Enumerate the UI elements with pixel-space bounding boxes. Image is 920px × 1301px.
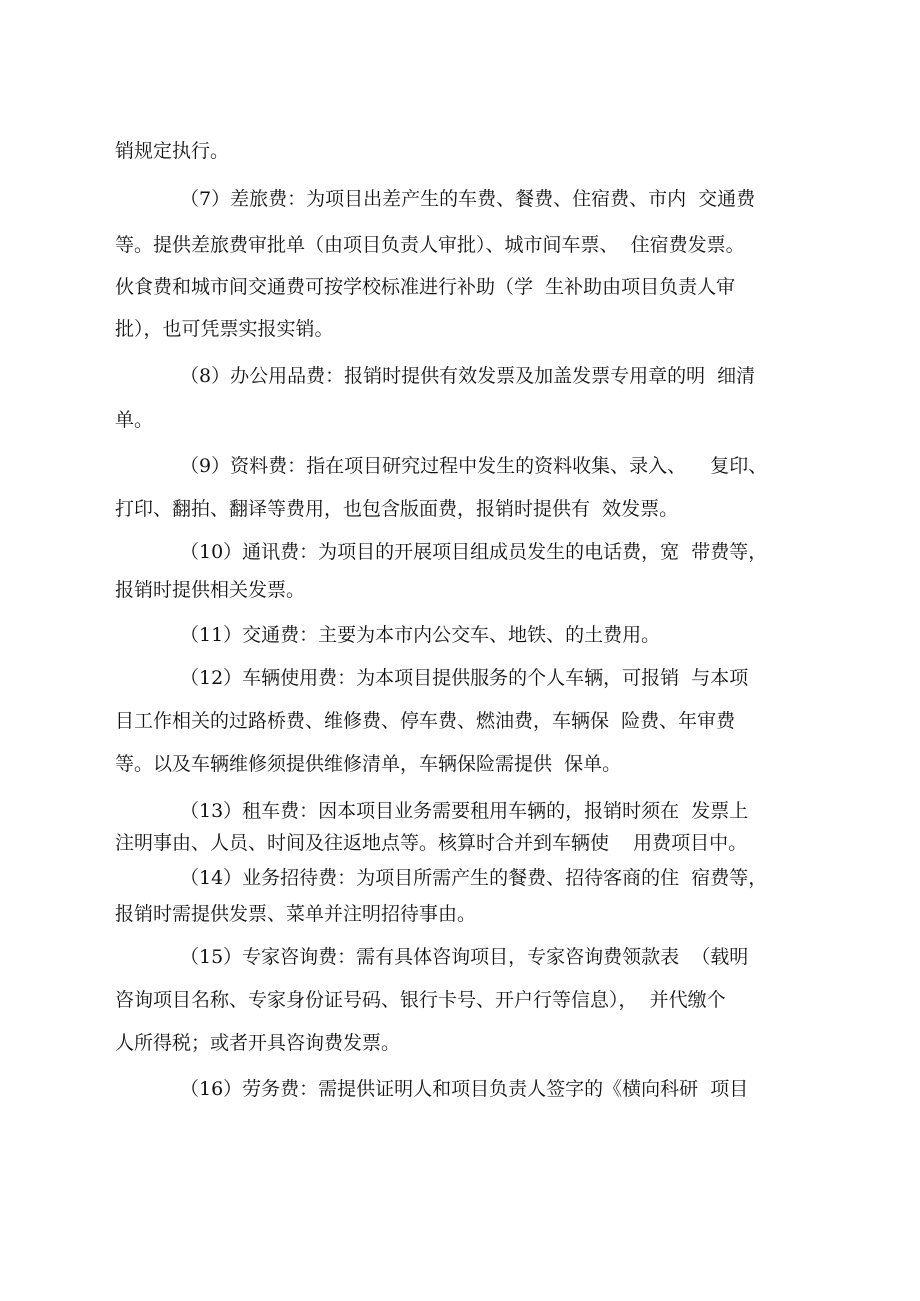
text-line: （14）业务招待费：为项目所需产生的餐费、招待客商的住 宿费等，	[180, 867, 768, 889]
text-line: 咨询项目名称、专家身份证号码、银行卡号、开户行等信息）， 并代缴个	[115, 989, 726, 1011]
text-line: 单。	[115, 409, 154, 431]
text-line: 人所得税；或者开具咨询费发票。	[115, 1032, 401, 1054]
text-line: （15）专家咨询费：需有具体咨询项目，专家咨询费领款表 （载明	[180, 946, 749, 968]
text-line: （11）交通费：主要为本市内公交车、地铁、的土费用。	[180, 624, 661, 646]
text-line: （7）差旅费：为项目出差产生的车费、餐费、住宿费、市内 交通费	[180, 188, 756, 210]
text-line: （12）车辆使用费：为本项目提供服务的个人车辆，可报销 与本项	[180, 667, 749, 689]
text-line: 报销时提供相关发票。	[115, 579, 306, 601]
text-line: 等。以及车辆维修须提供维修清单，车辆保险需提供 保单。	[115, 753, 622, 775]
text-line: 伙食费和城市间交通费可按学校标准进行补助（学 生补助由项目负责人审	[115, 276, 736, 298]
text-line: （8）办公用品费：报销时提供有效发票及加盖发票专用章的明 细清	[180, 365, 756, 387]
text-line: （9）资料费：指在项目研究过程中发生的资料收集、录入、 复印、	[180, 455, 768, 477]
text-line: （10）通讯费：为项目的开展项目组成员发生的电话费，宽 带费等，	[180, 541, 768, 563]
text-line: 打印、翻拍、翻译等费用，也包含版面费，报销时提供有 效发票。	[115, 498, 679, 520]
text-line: （16）劳务费：需提供证明人和项目负责人签字的《横向科研 项目	[180, 1078, 749, 1100]
text-line: 批），也可凭票实报实销。	[115, 318, 334, 340]
text-line: 销规定执行。	[115, 140, 230, 162]
text-line: 目工作相关的过路桥费、维修费、停车费、燃油费，车辆保 险费、年审费	[115, 710, 736, 732]
text-line: 注明事由、人员、时间及往返地点等。核算时合并到车辆使 用费项目中。	[115, 832, 748, 854]
text-line: 等。提供差旅费审批单（由项目负责人审批）、城市间车票、 住宿费发票。	[115, 234, 745, 256]
text-line: 报销时需提供发票、菜单并注明招待事由。	[115, 903, 477, 925]
text-line: （13）租车费：因本项目业务需要租用车辆的，报销时须在 发票上	[180, 800, 749, 822]
